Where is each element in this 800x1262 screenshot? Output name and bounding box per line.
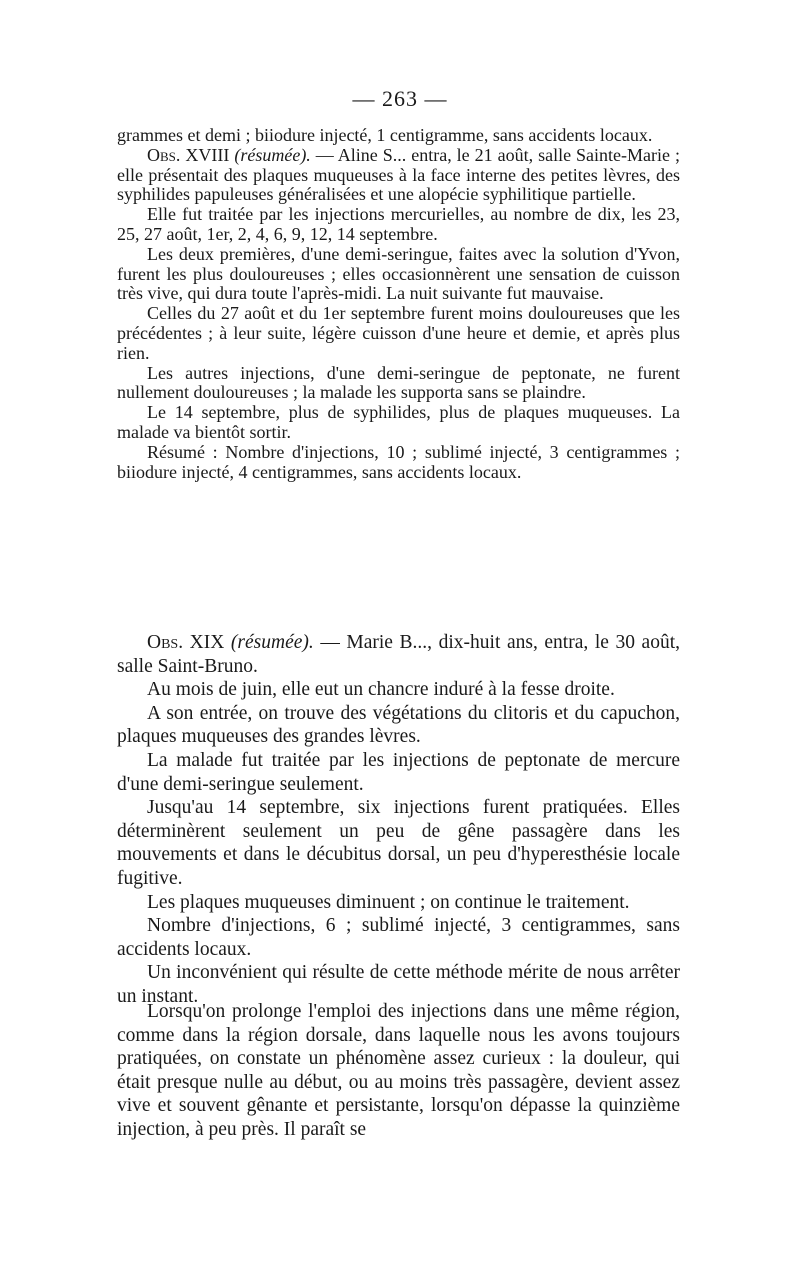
observation-19-block [117, 631, 680, 1009]
obs19-paragraph: Les plaques muqueuses diminuent ; on continue le traitement. [147, 891, 630, 913]
obs19-heading-paragraph [117, 631, 680, 678]
obs18-paragraph: Elle fut traitée par les injections mercurielles, au nombre de dix, les 23, 25, 27 août, 1er, 2, 4, 6, 9, 12, 14 septembre. [117, 204, 680, 244]
obs18-paragraph: Celles du 27 août et du 1er septembre furent moins douloureuses que les précédentes ; à leur suite, légère cuisson d'une heure et demie, et après plus rien. [117, 303, 680, 363]
obs18-paragraph: Le 14 septembre, plus de syphilides, plus de plaques muqueuses. La malade va bientôt sortir. [117, 402, 680, 442]
obs18-subtitle: (résumée). [234, 144, 311, 165]
observation-18-block [117, 126, 680, 482]
obs18-label: Obs. XVIII [147, 144, 230, 165]
discussion-block [117, 1000, 680, 1142]
obs19-label: Obs. XIX [147, 632, 225, 653]
obs19-paragraph: La malade fut traitée par les injections de peptonate de mercure d'une demi-seringue seulement. [117, 749, 680, 795]
obs18-paragraph: Les autres injections, d'une demi-seringue de peptonate, ne furent nullement douloureuses ; la malade les supporta sans se plaindre. [117, 362, 680, 403]
discussion-paragraph: Lorsqu'on prolonge l'emploi des injections dans une même région, comme dans la région dorsale, dans laquelle nous les avons toujours pratiquées, on constate un phénomène assez curieux : la douleur, qui était presque nulle au début, ou au moins très passagère, devient assez vive et souvent gênante et persistante, lorsqu'on dépasse la quinzième injection, à peu près. Il paraît se [117, 1001, 680, 1140]
obs18-text: — Aline S... entra, le 21 août, salle Sainte-Marie ; elle présentait des plaques muqueuses à la face interne des petites lèvres, des syphilides papuleuses généralisées et une alopécie syphilitique partielle. [117, 144, 680, 205]
obs18-summary-paragraph: Résumé : Nombre d'injections, 10 ; sublimé injecté, 3 centigrammes ; biiodure injecté, 4 centigrammes, sans accidents locaux. [117, 441, 680, 482]
obs19-text: — Marie B..., dix-huit ans, entra, le 30 août, salle Saint-Bruno. [117, 632, 680, 677]
obs18-paragraph: Les deux premières, d'une demi-seringue, faites avec la solution d'Yvon, furent les plus douloureuses ; elles occasionnèrent une sensation de cuisson très vive, qui dura toute l'après-midi. La nuit suivante fut mauvaise. [117, 243, 680, 304]
obs18-heading-paragraph [117, 146, 680, 205]
obs19-paragraph: Au mois de juin, elle eut un chancre induré à la fesse droite. [147, 679, 615, 701]
obs19-paragraph: Jusqu'au 14 septembre, six injections furent pratiquées. Elles déterminèrent seulement un peu de gêne passagère dans les mouvements et dans le décubitus dorsal, un peu d'hyperesthésie locale fugitive. [117, 797, 680, 889]
page-number: — 263 — [352, 86, 448, 111]
transition-paragraph: Un inconvénient qui résulte de cette méthode mérite de nous arrêter un instant. [117, 962, 680, 1007]
continuation-paragraph: grammes et demi ; biiodure injecté, 1 centigramme, sans accidents locaux. [117, 125, 653, 145]
obs19-subtitle: (résumée). [230, 632, 314, 653]
obs19-summary-paragraph: Nombre d'injections, 6 ; sublimé injecté, 3 centigrammes, sans accidents locaux. [117, 915, 680, 960]
obs19-paragraph: A son entrée, on trouve des végétations du clitoris et du capuchon, plaques muqueuses des grandes lèvres. [117, 702, 680, 748]
